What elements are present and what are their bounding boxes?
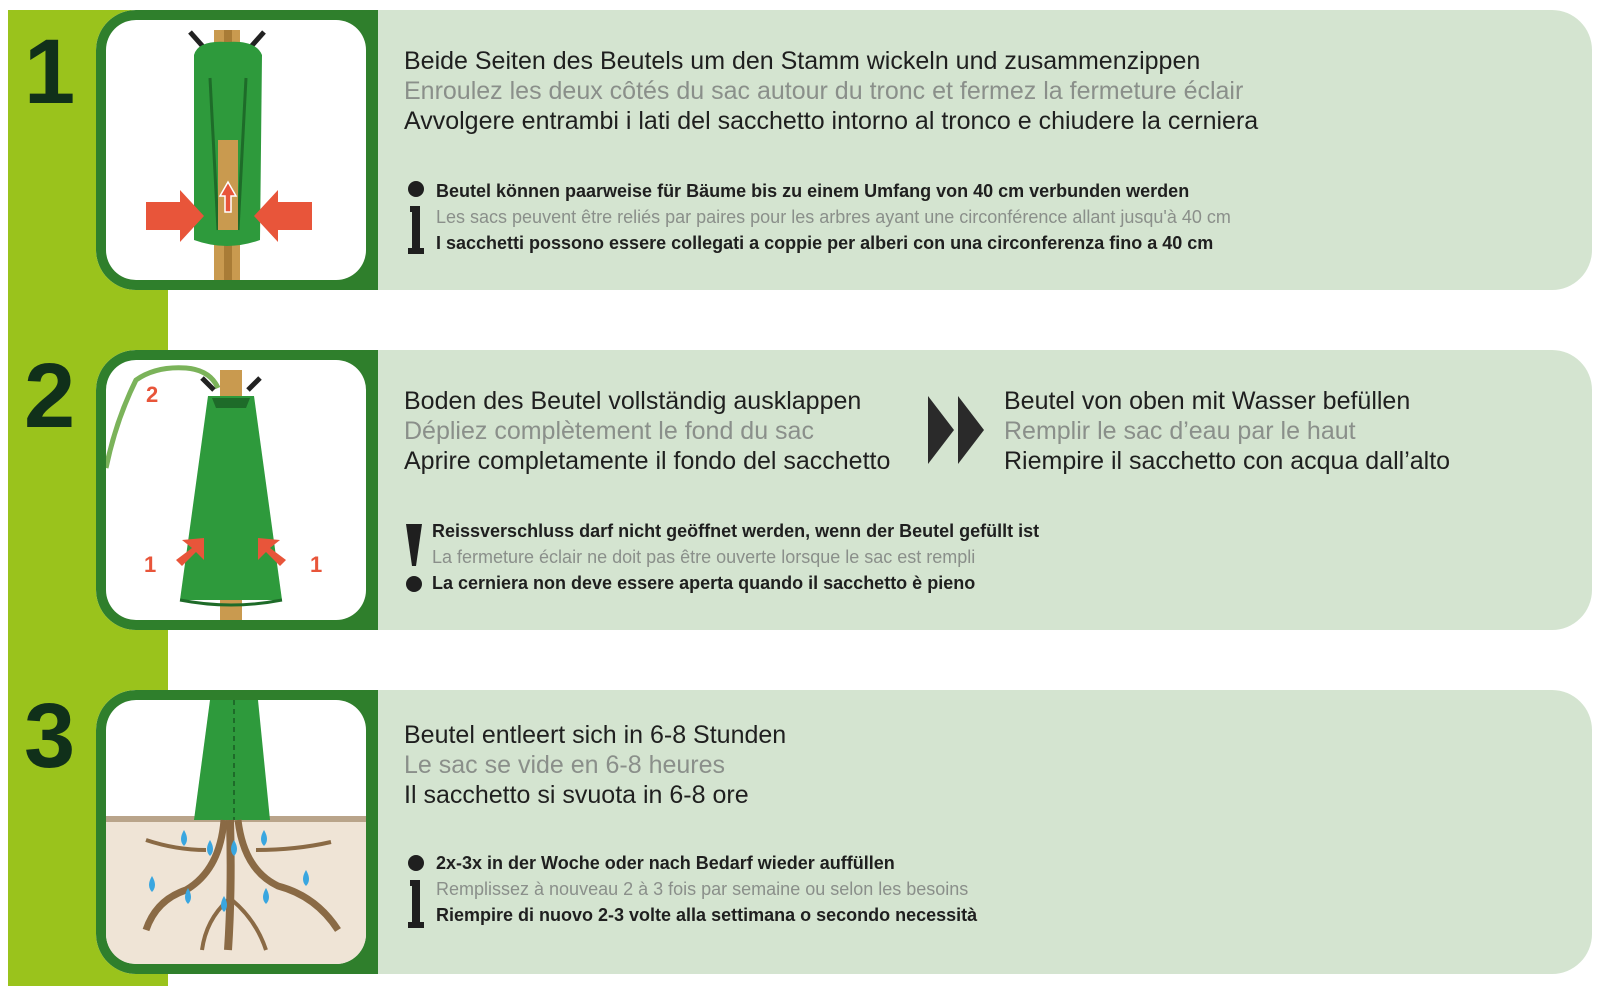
text-de: Boden des Beutel vollständig ausklappen bbox=[404, 387, 862, 415]
bag-wrap-illustration bbox=[106, 20, 366, 280]
instruction-main bbox=[404, 720, 786, 810]
warning-icon bbox=[402, 520, 426, 598]
note-fr: La fermeture éclair ne doit pas être ouverte lorsque le sac est rempli bbox=[432, 547, 976, 567]
text-fr: Enroulez les deux côtés du sac autour du tronc et fermez la fermeture éclair bbox=[404, 77, 1244, 105]
step-card bbox=[96, 690, 1592, 974]
hose-label: 2 bbox=[146, 382, 159, 407]
step-number: 2 bbox=[24, 345, 76, 447]
instruction-secondary bbox=[1004, 386, 1450, 476]
note-it: Riempire di nuovo 2-3 volte alla settimana o secondo necessità bbox=[436, 905, 978, 925]
text-it: Riempire il sacchetto con acqua dall’alto bbox=[1004, 447, 1451, 475]
bag-fill-illustration bbox=[106, 360, 366, 620]
text-it: Aprire completamente il fondo del sacchetto bbox=[404, 447, 891, 475]
info-note bbox=[436, 178, 1231, 256]
bag-drain-illustration bbox=[106, 700, 366, 964]
note-it: La cerniera non deve essere aperta quando il sacchetto è pieno bbox=[432, 573, 976, 593]
info-icon bbox=[404, 180, 428, 258]
instruction-main bbox=[404, 386, 890, 476]
text-de: Beutel von oben mit Wasser befüllen bbox=[1004, 387, 1411, 415]
note-de: Reissverschluss darf nicht geöffnet werden, wenn der Beutel gefüllt ist bbox=[432, 521, 1040, 541]
text-de: Beutel entleert sich in 6-8 Stunden bbox=[404, 721, 787, 749]
text-de: Beide Seiten des Beutels um den Stamm wickeln und zusammenzippen bbox=[404, 47, 1201, 75]
step-3 bbox=[0, 685, 1600, 974]
step-3-illustration bbox=[106, 700, 366, 964]
text-it: Avvolgere entrambi i lati del sacchetto intorno al tronco e chiudere la cerniera bbox=[404, 107, 1259, 135]
info-icon bbox=[404, 854, 428, 932]
instruction-main bbox=[404, 46, 1258, 136]
left-flap-label: 1 bbox=[144, 552, 157, 577]
step-number: 3 bbox=[24, 685, 76, 787]
step-2 bbox=[0, 345, 1600, 630]
warning-note bbox=[432, 518, 1039, 596]
step-card bbox=[96, 10, 1592, 290]
note-fr: Remplissez à nouveau 2 à 3 fois par semaine ou selon les besoins bbox=[436, 879, 969, 899]
text-it: Il sacchetto si svuota in 6-8 ore bbox=[404, 781, 749, 809]
step-1 bbox=[0, 10, 1600, 290]
step-number: 1 bbox=[24, 21, 76, 123]
next-step-arrows-icon bbox=[926, 394, 986, 466]
step-1-illustration bbox=[106, 20, 366, 280]
right-flap-label: 1 bbox=[310, 552, 323, 577]
info-note bbox=[436, 850, 977, 928]
note-fr: Les sacs peuvent être reliés par paires pour les arbres ayant une circonférence allant jusqu'à 40 cm bbox=[436, 207, 1231, 227]
text-fr: Le sac se vide en 6-8 heures bbox=[404, 751, 726, 779]
text-fr: Dépliez complètement le fond du sac bbox=[404, 417, 814, 445]
text-fr: Remplir le sac d’eau par le haut bbox=[1004, 417, 1356, 445]
step-2-illustration bbox=[106, 360, 366, 620]
note-it: I sacchetti possono essere collegati a coppie per alberi con una circonferenza fino a 40 cm bbox=[436, 233, 1214, 253]
step-card bbox=[96, 350, 1592, 630]
note-de: Beutel können paarweise für Bäume bis zu einem Umfang von 40 cm verbunden werden bbox=[436, 181, 1190, 201]
note-de: 2x-3x in der Woche oder nach Bedarf wieder auffüllen bbox=[436, 853, 895, 873]
